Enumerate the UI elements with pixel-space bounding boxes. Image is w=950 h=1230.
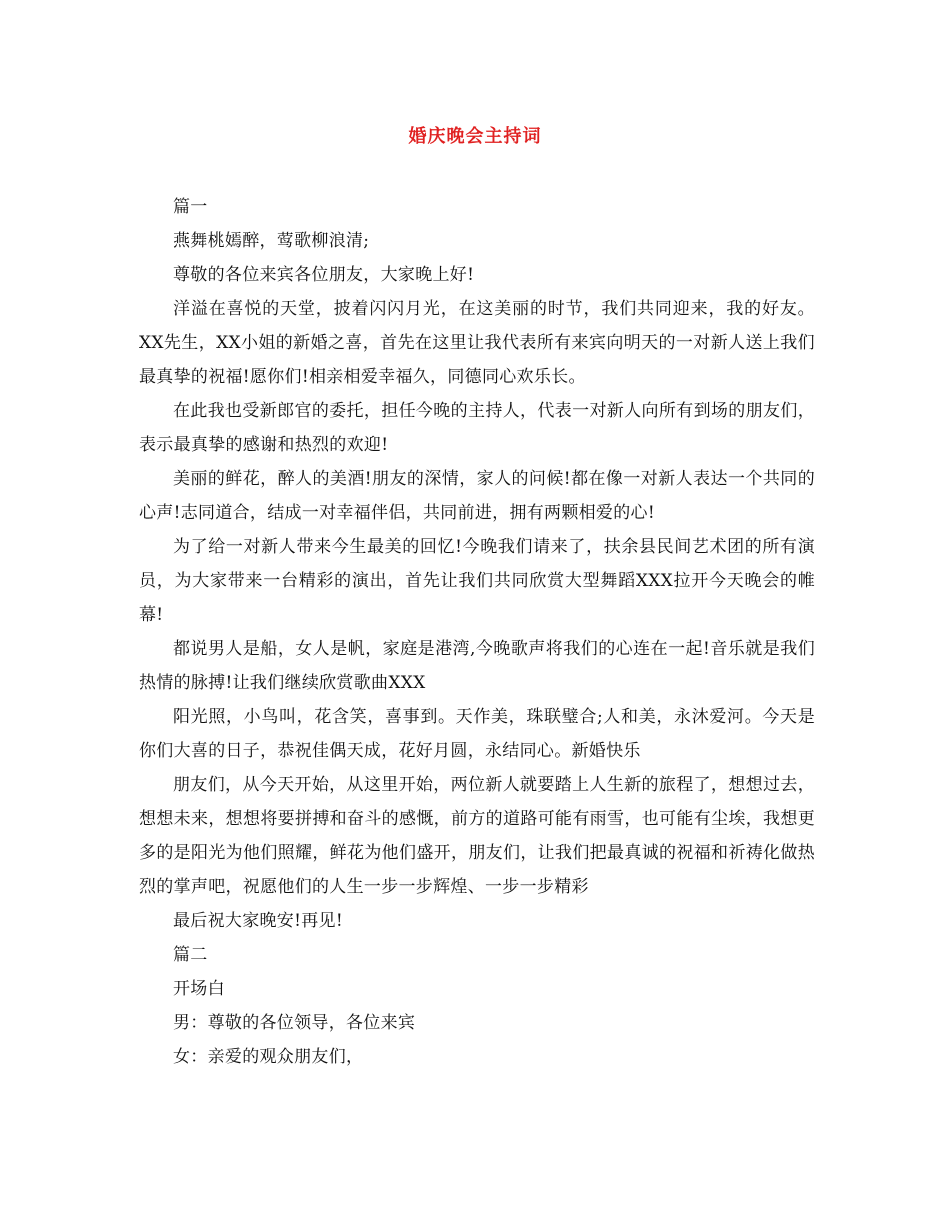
paragraph: 阳光照，小鸟叫，花含笑，喜事到。天作美，珠联璧合;人和美，永沐爱河。今天是你们大喜的日子，恭祝佳偶天成，花好月圆，永结同心。新婚快乐 [139,707,815,761]
paragraph: 为了给一对新人带来今生最美的回忆!今晚我们请来了，扶余县民间艺术团的所有演员，为大家带来一台精彩的演出，首先让我们共同欣赏大型舞蹈XXX拉开今天晚会的帷幕! [139,537,815,625]
paragraph: 最后祝大家晚安!再见! [173,911,343,931]
paragraph: 燕舞桃嫣醉，莺歌柳浪清; [173,231,370,251]
paragraph: 美丽的鲜花，醉人的美酒!朋友的深情，家人的问候!都在像一对新人表达一个共同的心声!志同道合，结成一对幸福伴侣，共同前进，拥有两颗相爱的心! [139,469,815,523]
document-body [139,190,815,1074]
paragraph: 朋友们，从今天开始，从这里开始，两位新人就要踏上人生新的旅程了，想想过去，想想未来，想想将要拼搏和奋斗的感慨，前方的道路可能有雨雪，也可能有尘埃，我想更多的是阳光为他们照耀，鲜花为他们盛开，朋友们，让我们把最真诚的祝福和祈祷化做热烈的掌声吧，祝愿他们的人生一步一步辉煌、一步一步精彩 [139,775,815,897]
paragraph: 篇二 [173,945,208,965]
paragraph: 洋溢在喜悦的天堂，披着闪闪月光，在这美丽的时节，我们共同迎来，我的好友。XX先生，XX小姐的新婚之喜，首先在这里让我代表所有来宾向明天的一对新人送上我们最真挚的祝福!愿你们!相亲相爱幸福久，同德同心欢乐长。 [139,299,815,387]
paragraph: 女：亲爱的观众朋友们， [173,1047,364,1067]
paragraph: 开场白 [173,979,225,999]
paragraph: 篇一 [173,197,208,217]
paragraph: 尊敬的各位来宾各位朋友，大家晚上好! [173,265,475,285]
paragraph: 都说男人是船，女人是帆，家庭是港湾,今晚歌声将我们的心连在一起!音乐就是我们热情的脉搏!让我们继续欣赏歌曲XXX [139,639,815,693]
document-title: 婚庆晚会主持词 [408,126,542,147]
paragraph: 在此我也受新郎官的委托，担任今晚的主持人，代表一对新人向所有到场的朋友们，表示最真挚的感谢和热烈的欢迎! [139,401,815,455]
paragraph: 男：尊敬的各位领导，各位来宾 [173,1013,416,1033]
